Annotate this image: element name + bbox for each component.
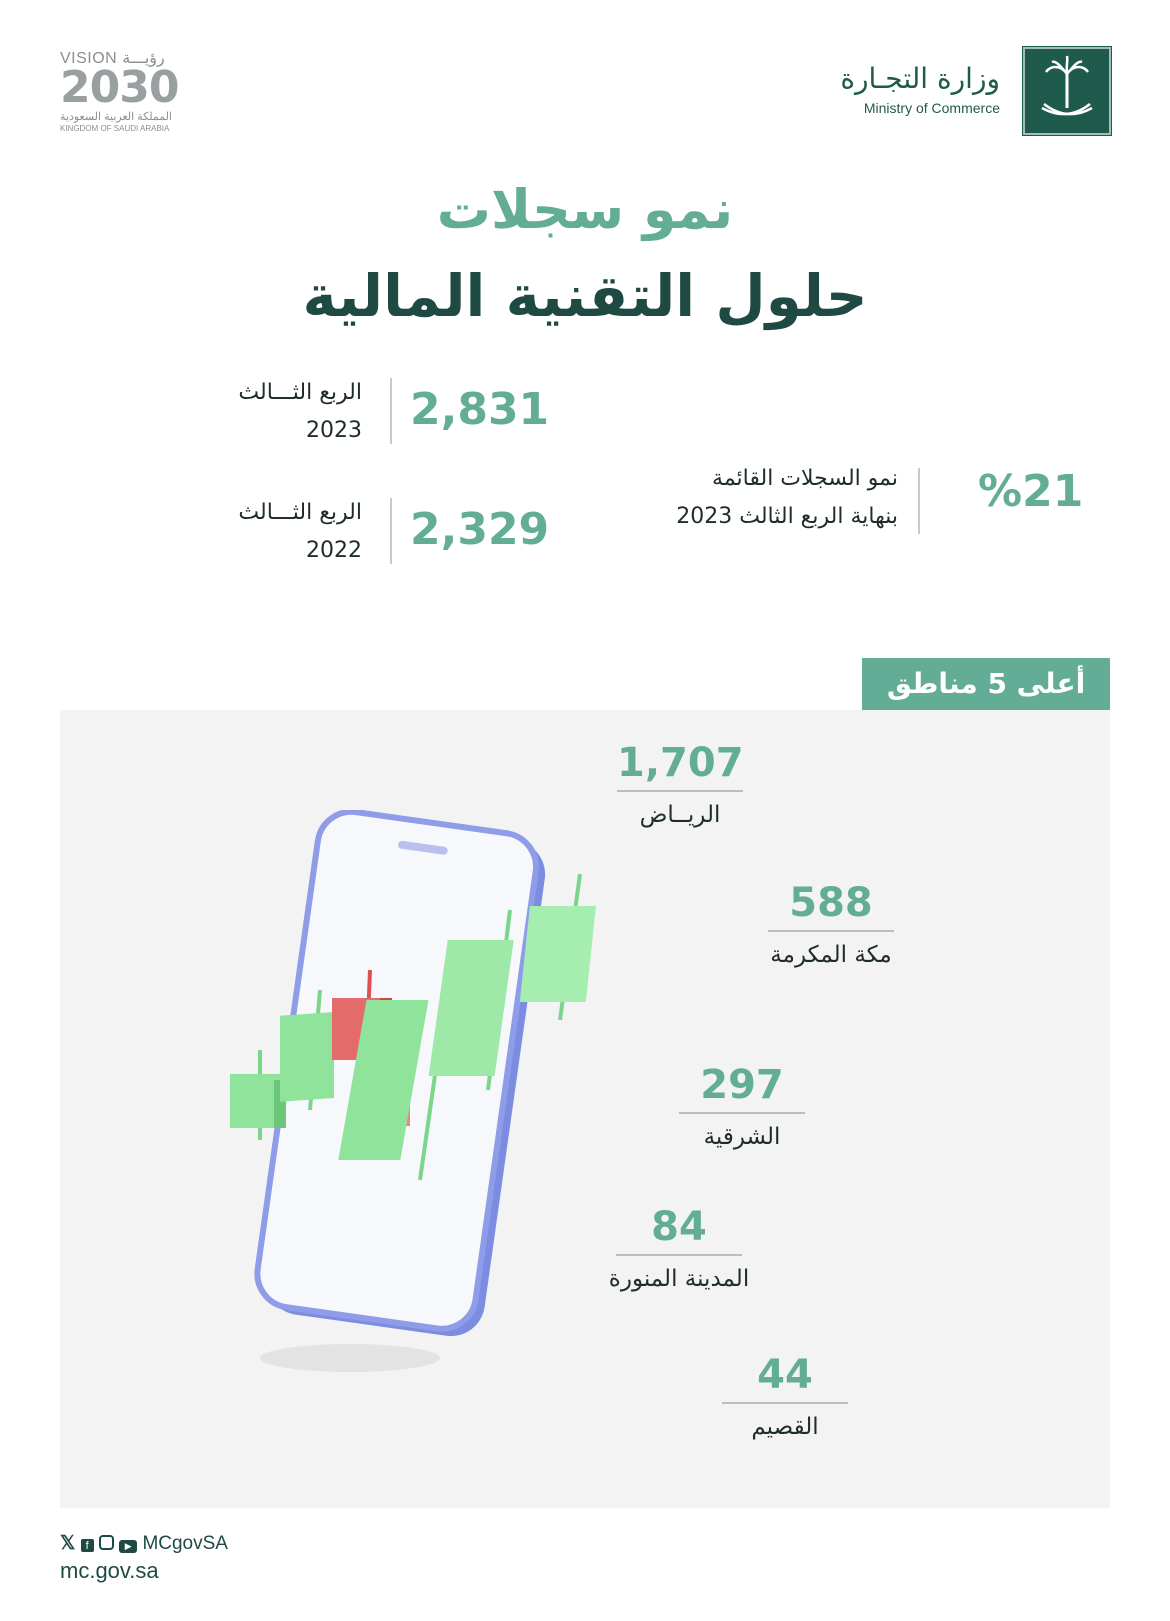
- top-regions-tab: أعلى 5 مناطق: [862, 658, 1110, 710]
- q3-2022-value: 2,329: [410, 504, 550, 555]
- region-item-eastern: [679, 1062, 842, 1150]
- region-item-qassim: [722, 1352, 885, 1440]
- q3-2023-value: 2,831: [410, 384, 550, 435]
- ministry-name-arabic: وزارة التجـارة: [840, 62, 1000, 95]
- region-item-riyadh: [617, 740, 780, 828]
- saudi-emblem-icon: [1022, 46, 1112, 136]
- youtube-icon[interactable]: ▶: [119, 1540, 137, 1553]
- region-value: 1,707: [617, 740, 744, 786]
- footer-social: [60, 1532, 228, 1555]
- instagram-icon[interactable]: [99, 1535, 114, 1550]
- vision-english-text: KINGDOM OF SAUDI ARABIA: [60, 124, 170, 133]
- growth-value: %21: [978, 466, 1084, 517]
- divider: [918, 468, 920, 534]
- region-divider: [768, 930, 894, 932]
- region-value: 588: [789, 880, 873, 926]
- x-icon[interactable]: 𝕏: [60, 1533, 76, 1554]
- page-title-line1: نمو سجلات: [436, 178, 734, 241]
- divider: [390, 498, 392, 564]
- ministry-name-english: Ministry of Commerce: [863, 100, 1000, 116]
- region-name: المدينة المنورة: [608, 1266, 750, 1292]
- region-divider: [722, 1402, 848, 1404]
- region-name: مكة المكرمة: [770, 942, 892, 968]
- website-link[interactable]: mc.gov.sa: [60, 1558, 159, 1583]
- region-value: 44: [757, 1352, 813, 1398]
- region-value: 84: [651, 1204, 707, 1250]
- vision-arabic-text: المملكة العربية السعودية: [60, 111, 172, 123]
- facebook-icon[interactable]: f: [81, 1539, 94, 1552]
- region-divider: [616, 1254, 742, 1256]
- page-title-line2: حلول التقنية المالية: [302, 262, 868, 330]
- region-name: الريــاض: [639, 802, 721, 828]
- region-item-madinah: [608, 1204, 779, 1292]
- q3-2022-label: الربع الثـــالث 2022: [238, 500, 362, 563]
- region-item-makkah: [768, 880, 931, 968]
- region-name: الشرقية: [703, 1124, 781, 1150]
- vision-number: 2030: [60, 62, 179, 113]
- social-handle[interactable]: MCgovSA: [142, 1533, 228, 1554]
- vision-2030-logo: [60, 44, 190, 133]
- region-divider: [679, 1112, 805, 1114]
- divider: [390, 378, 392, 444]
- regions-panel: [60, 710, 1110, 1508]
- growth-label: نمو السجلات القائمة بنهاية الربع الثالث 2023: [676, 466, 898, 529]
- region-name: القصيم: [751, 1414, 819, 1440]
- region-divider: [617, 790, 743, 792]
- phone-candlestick-illustration: [220, 810, 640, 1430]
- q3-2023-label: الربع الثـــالث 2023: [238, 380, 362, 443]
- region-value: 297: [700, 1062, 784, 1108]
- vision-top-text: VISION رؤيـــة: [60, 50, 165, 67]
